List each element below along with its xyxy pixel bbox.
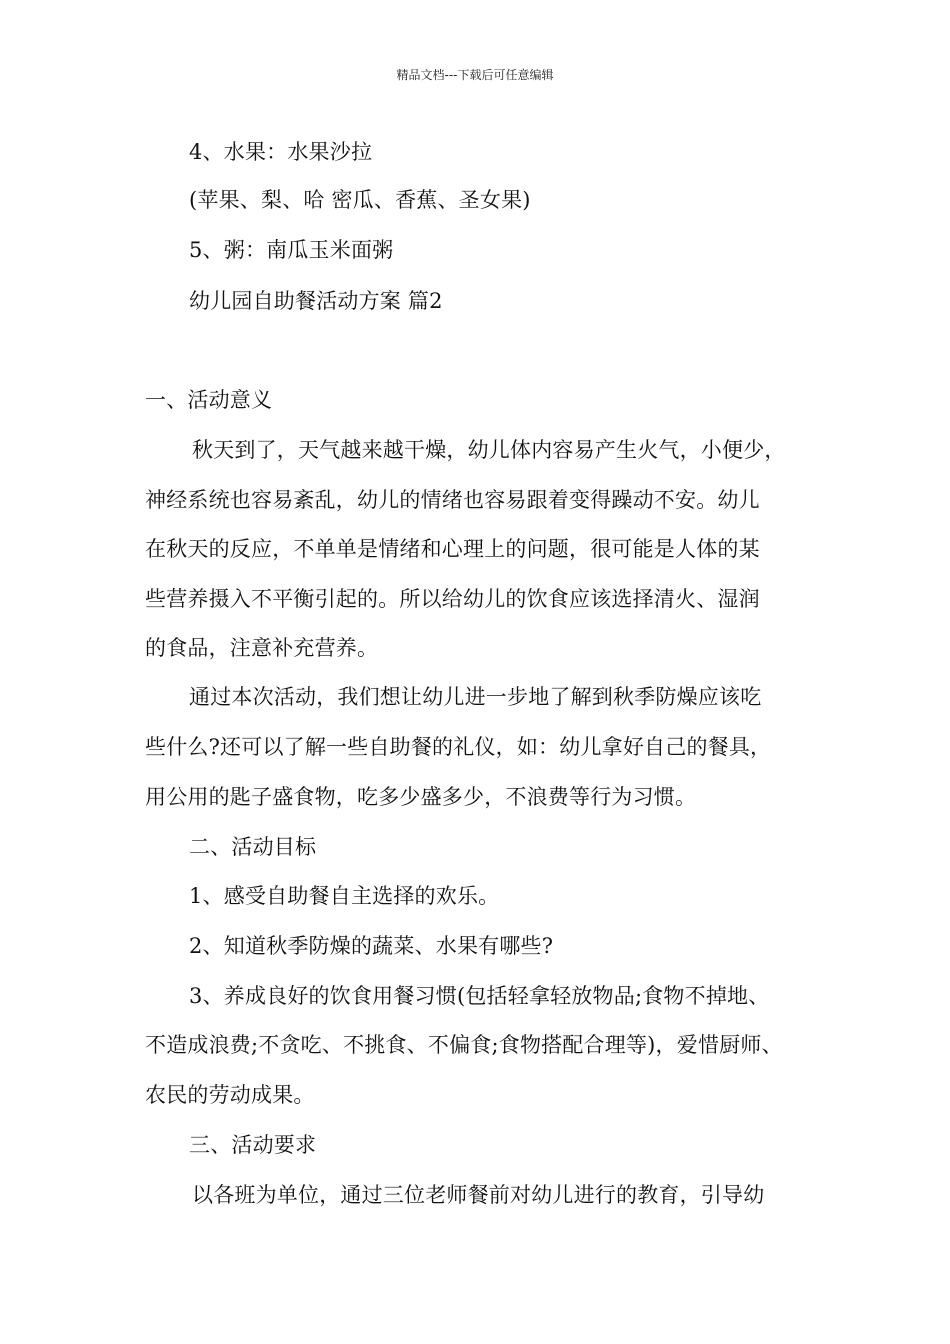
goal-item: 2、知道秋季防燥的蔬菜、水果有哪些?: [189, 934, 554, 958]
goal-item: 3、养成良好的饮食用餐习惯(包括轻拿轻放物品;食物不掉地、: [189, 984, 770, 1008]
fruit-item: 4、水果：水果沙拉: [189, 140, 373, 164]
paragraph-line: 神经系统也容易紊乱，幼儿的情绪也容易跟着变得躁动不安。幼儿: [145, 488, 760, 512]
heading-goals: 二、活动目标: [189, 835, 317, 859]
paragraph-line: 些什么?还可以了解一些自助餐的礼仪，如：幼儿拿好自己的餐具，: [145, 735, 772, 759]
paragraph-line: 用公用的匙子盛食物，吃多少盛多少，不浪费等行为习惯。: [145, 785, 697, 809]
paragraph-line: 在秋天的反应，不单单是情绪和心理上的问题，很可能是人体的某: [145, 537, 760, 561]
paragraph-line: 秋天到了，天气越来越干燥，幼儿体内容易产生火气，小便少，: [192, 438, 786, 462]
heading-significance: 一、活动意义: [145, 388, 273, 412]
paragraph-line: 以各班为单位，通过三位老师餐前对幼儿进行的教育，引导幼: [192, 1183, 765, 1207]
fruit-list: (苹果、梨、哈 密瓜、香蕉、圣女果): [189, 188, 531, 212]
heading-requirements: 三、活动要求: [189, 1133, 317, 1157]
page-header: 精品文档---下载后可任意编辑: [396, 68, 554, 82]
paragraph-line: 不造成浪费;不贪吃、不挑食、不偏食;食物搭配合理等)，爱惜厨师、: [145, 1033, 783, 1057]
paragraph-line: 些营养摄入不平衡引起的。所以给幼儿的饮食应该选择清火、湿润: [145, 587, 760, 611]
goal-item: 1、感受自助餐自主选择的欢乐。: [189, 884, 500, 908]
paragraph-line: 通过本次活动，我们想让幼儿进一步地了解到秋季防燥应该吃: [189, 685, 762, 709]
paragraph-line: 农民的劳动成果。: [145, 1083, 315, 1107]
section-title: 幼儿园自助餐活动方案 篇2: [189, 289, 443, 313]
porridge-item: 5、粥：南瓜玉米面粥: [189, 238, 394, 262]
paragraph-line: 的食品，注意补充营养。: [145, 636, 379, 660]
